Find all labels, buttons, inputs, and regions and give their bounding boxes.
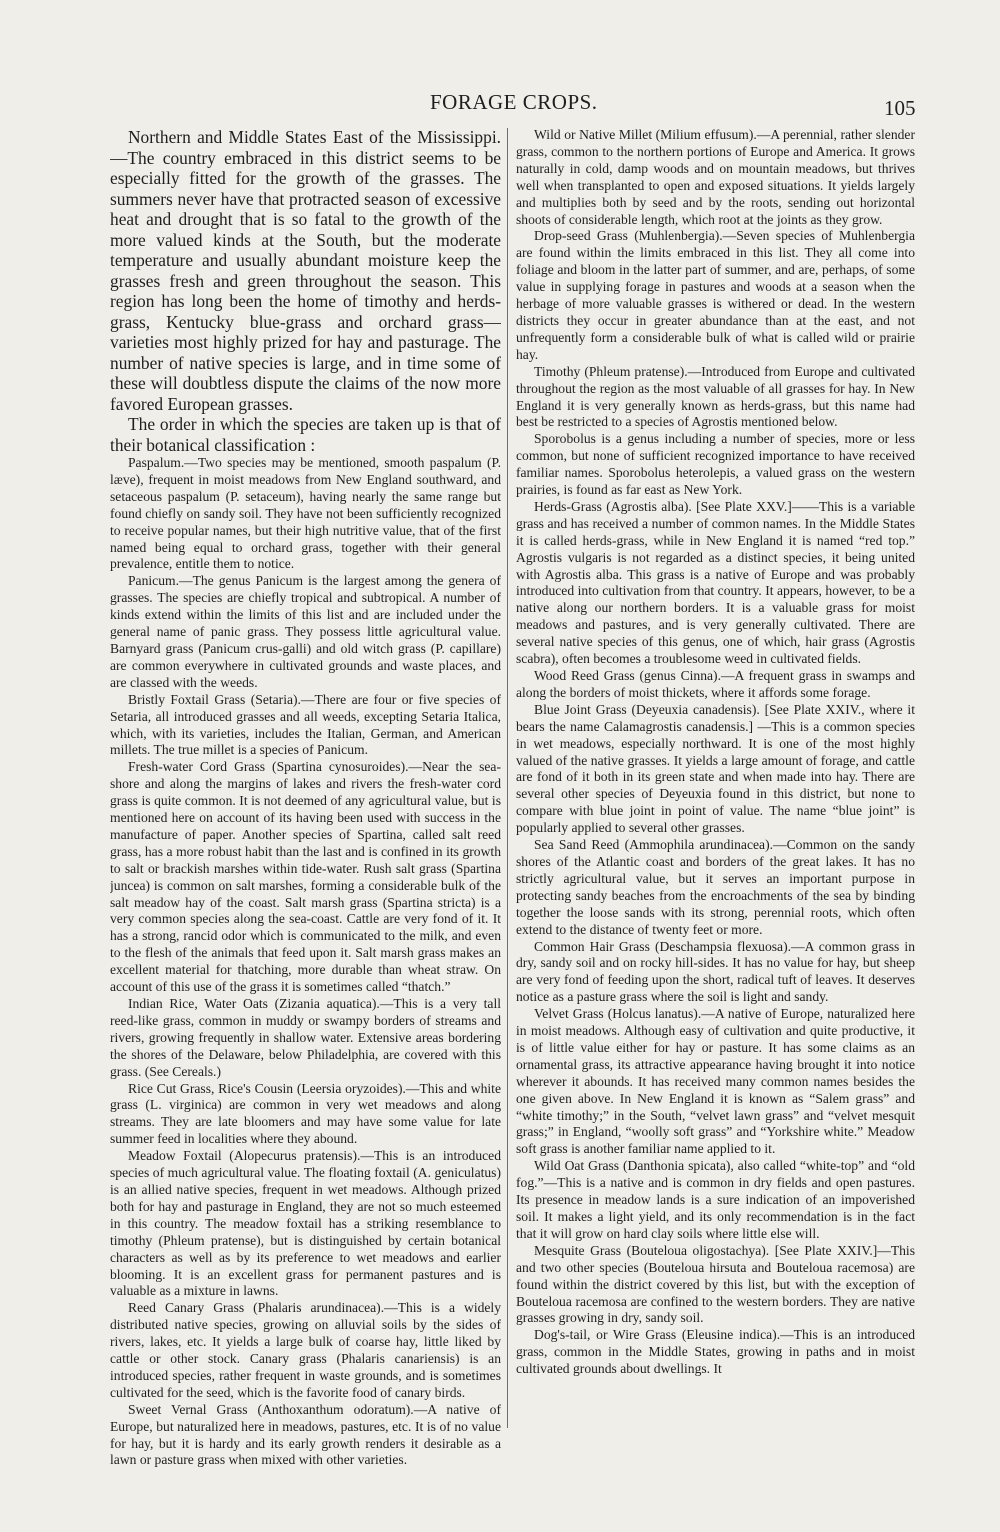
column-divider xyxy=(507,128,508,1428)
intro-paragraph: Northern and Middle States East of the Mississippi.—The country embraced in this district seems to be especially fitted for the growth of the grasses. The summers never have that protracted season of excessive heat and drought that is so fatal to the growth of the more valued kinds at the South, but the moderate temperature and usually abundant moisture keep the grasses fresh and green throughout the season. This region has long been the home of timothy and herds-grass, Kentucky blue-grass and orchard grass—varieties most highly prized for hay and pasturage. The number of native species is large, and in time some of these will doubtless dispute the claims of the now more favored European grasses. xyxy=(110,127,501,414)
intro-paragraph: The order in which the species are taken up is that of their botanical classification : xyxy=(110,414,501,455)
running-title: FORAGE CROPS. xyxy=(430,90,598,114)
grass-entry: Sea Sand Reed (Ammophila arundinacea).—Common on the sandy shores of the Atlantic coast and borders of the great lakes. It has no strictly agricultural value, but it serves an important purpose in protecting sandy beaches from the encroachments of the sea by binding together the loose sands with its strong, perennial roots, which often extend to the distance of twenty feet or more. xyxy=(516,837,915,937)
grass-entry: Wood Reed Grass (genus Cinna).—A frequent grass in swamps and along the borders of moist thickets, where it affords some forage. xyxy=(516,668,915,700)
grass-entry: Wild Oat Grass (Danthonia spicata), also called “white-top” and “old fog.”—This is a native and is common in dry fields and open pastures. Its presence in meadow lands is a sure indication of an impoverished soil. It makes a light yield, and its only recommendation is in the fact that it will grow on hard clay soils where little else will. xyxy=(516,1158,915,1241)
grass-entry: Common Hair Grass (Deschampsia flexuosa).—A common grass in dry, sandy soil and on rocky hill-sides. It has no value for hay, but sheep are very fond of feeding upon the short, radical tuft of leaves. It deserves notice as a pasture grass where the soil is light and sandy. xyxy=(516,938,915,1005)
grass-entry: Reed Canary Grass (Phalaris arundinacea).—This is a widely distributed native species, growing on alluvial soils by the sides of rivers, lakes, etc. It yields a large bulk of coarse hay, little liked by cattle or other stock. Canary grass (Phalaris canariensis) is an introduced species, rather frequent in waste grounds, and is sometimes cultivated for the seed, which is the favorite food of canary birds. xyxy=(110,1300,501,1400)
grass-entry: Herds-Grass (Agrostis alba). [See Plate XXV.]——This is a variable grass and has received a number of common names. In the Middle States it is called herds-grass, while in New England it is named “red top.” Agrostis vulgaris is not regarded as a distinct species, it being united with Agrostis alba. This grass is a native of Europe and was probably introduced into cultivation from that country. It appears, however, to be a native along our northern borders. It is a valuable grass for moist meadows and pastures, and is very generally cultivated. There are several native species of this genus, one of which, hair grass (Agrostis scabra), often becomes a troublesome weed in cultivated fields. xyxy=(516,498,915,667)
grass-entry: Bristly Foxtail Grass (Setaria).—There are four or five species of Setaria, all introduced grasses and all weeds, excepting Setaria Italica, which, with its varieties, includes the Italian, German, and American millets. The true millet is a species of Panicum. xyxy=(110,691,501,758)
grass-entry: Indian Rice, Water Oats (Zizania aquatica).—This is a very tall reed-like grass, common in muddy or swampy borders of streams and rivers, growing frequently in shallow water. Extensive areas bordering the shores of the Delaware, below Philadelphia, are covered with this grass. (See Cereals.) xyxy=(110,996,501,1079)
grass-entry: Sporobolus is a genus including a number of species, more or less common, but none of sufficient recognized importance to have received familiar names. Sporobolus heterolepis, a valued grass on the western prairies, is found as far east as New York. xyxy=(516,431,915,498)
page-number: 105 xyxy=(884,96,916,120)
left-column xyxy=(110,127,501,1472)
grass-entry: Drop-seed Grass (Muhlenbergia).—Seven species of Muhlenbergia are found within the limits embraced in this list. They all come into foliage and bloom in the latter part of summer, and are, perhaps, of some value in supplying forage in pastures and woods at a season when the herbage of more valuable grasses is withered or dead. In the western districts they occur in greater abundance than at the east, and not unfrequently form a considerable bulk of what is called wild or prairie hay. xyxy=(516,228,915,362)
grass-entry: Dog's-tail, or Wire Grass (Eleusine indica).—This is an introduced grass, common in the Middle States, growing in paths and in moist cultivated grounds about dwellings. It xyxy=(516,1327,915,1377)
grass-entry: Paspalum.—Two species may be mentioned, smooth paspalum (P. læve), frequent in moist meadows from New England southward, and setaceous paspalum (P. setaceum), having nearly the same range but found chiefly on sandy soil. They have not been sufficiently recognized to receive popular names, but their high nutritive value, that of the first named being equal to orchard grass, together with their general prevalence, entitle them to notice. xyxy=(110,455,501,572)
grass-entry: Blue Joint Grass (Deyeuxia canadensis). [See Plate XXIV., where it bears the name Calamagrostis canadensis.] —This is a common species in wet meadows, especially northward. It is one of the most highly valued of the native grasses. It yields a large amount of forage, and cattle are fond of it both in its green state and when made into hay. There are several other species of Deyeuxia found in this district, but none to compare with blue joint in point of value. The name “blue joint” is popularly applied to several other grasses. xyxy=(516,701,915,836)
grass-entry: Timothy (Phleum pratense).—Introduced from Europe and cultivated throughout the region as the most valuable of all grasses for hay. In New England it is very generally known as herds-grass, but this name had best be restricted to a species of Agrostis mentioned below. xyxy=(516,363,915,430)
page-header xyxy=(0,86,1000,126)
grass-entry: Sweet Vernal Grass (Anthoxanthum odoratum).—A native of Europe, but naturalized here in meadows, pastures, etc. It is of no value for hay, but it is hardy and its early growth renders it desirable as a lawn or pasture grass when mixed with other varieties. xyxy=(110,1401,501,1468)
grass-entry: Fresh-water Cord Grass (Spartina cynosuroides).—Near the sea-shore and along the margins of lakes and rivers the fresh-water cord grass is quite common. It is not deemed of any agricultural value, but is mentioned here on account of its having been used with success in the manufacture of paper. Another species of Spartina, called salt reed grass, has a more robust habit than the last and is confined in its growth to salt or brackish marshes within tide-water. Rush salt grass (Spartina juncea) is common on salt marshes, forming a considerable bulk of the salt meadow hay of the coast. Salt marsh grass (Spartina stricta) is a very common species along the sea-coast. Cattle are very fond of it. It has a strong, rancid odor which is communicated to the milk, and even to the flesh of the animals that feed upon it. Salt marsh grass makes an excellent material for thatching, more durable than wheat straw. On account of this use of the grass it is sometimes called “thatch.” xyxy=(110,759,501,995)
grass-entry: Velvet Grass (Holcus lanatus).—A native of Europe, naturalized here in moist meadows. Although easy of cultivation and quite productive, it is of little value either for hay or pasture. It has some claims as an ornamental grass, its attractive appearance having brought it into notice wherever it abounds. It has received many common names besides the one given above. In New England it is known as “Salem grass” and “white timothy;” in the South, “velvet lawn grass” and “velvet mesquit grass;” in England, “woolly soft grass” and “Yorkshire white.” Meadow soft grass is another familiar name applied to it. xyxy=(516,1006,915,1157)
grass-entry: Rice Cut Grass, Rice's Cousin (Leersia oryzoides).—This and white grass (L. virginica) are common in very wet meadows and along streams. They are late bloomers and may have some value for late summer feed in localities where they abound. xyxy=(110,1080,501,1147)
grass-entry: Panicum.—The genus Panicum is the largest among the genera of grasses. The species are chiefly tropical and subtropical. A number of kinds extend within the limits of this list and are included under the general name of panic grass. They possess little agricultural value. Barnyard grass (Panicum crus-galli) and old witch grass (P. capillare) are common everywhere in cultivated grounds and waste places, and are classed with the weeds. xyxy=(110,573,501,690)
grass-entry: Mesquite Grass (Bouteloua oligostachya). [See Plate XXIV.]—This and two other species (Bouteloua hirsuta and Bouteloua racemosa) are found within the district covered by this list, but with the exception of Bouteloua racemosa are confined to the western borders. They are native grasses growing in dry, sandy soil. xyxy=(516,1242,915,1326)
grass-entry: Wild or Native Millet (Milium effusum).—A perennial, rather slender grass, common to the northern portions of Europe and America. It grows naturally in cold, damp woods and on mountain meadows, but thrives well when transplanted to open and exposed situations. It yields largely and multiplies both by seed and by the roots, sending out horizontal shoots of considerable length, which root at the joints as they grow. xyxy=(516,127,915,227)
grass-entry: Meadow Foxtail (Alopecurus pratensis).—This is an introduced species of much agricultural value. The floating foxtail (A. geniculatus) is an allied native species, frequent in wet meadows. Although prized both for hay and pasturage in England, they are not so much esteemed in this country. The meadow foxtail has a striking resemblance to timothy (Phleum pratense), but is distinguished by certain botanical characters as well as by its preference to wet meadows and earlier blooming. It is an excellent grass for permanent pastures and is valuable as a mixture in lawns. xyxy=(110,1148,501,1299)
right-column xyxy=(516,127,915,1472)
